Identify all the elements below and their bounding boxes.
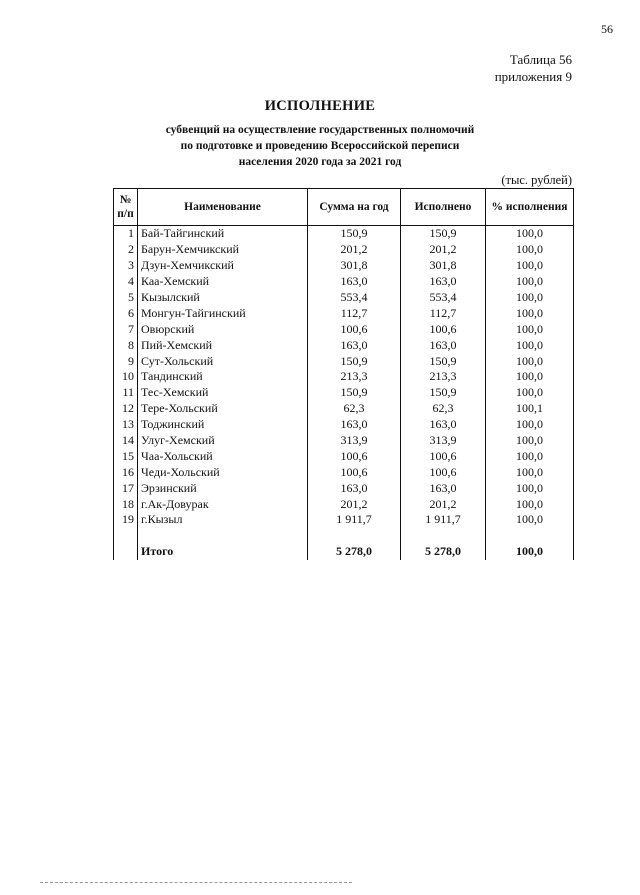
municipality-name: г.Кызыл [138, 512, 308, 528]
total-row [114, 544, 574, 560]
executed-amount: 201,2 [401, 496, 486, 512]
table-row [114, 512, 574, 528]
row-number: 2 [114, 242, 138, 258]
document-title: ИСПОЛНЕНИЕ [264, 98, 376, 114]
table-row [114, 448, 574, 464]
municipality-name: Эрзинский [138, 480, 308, 496]
executed-amount: 100,6 [401, 321, 486, 337]
total-executed: 5 278,0 [401, 544, 486, 560]
table-row [114, 226, 574, 242]
annual-sum: 553,4 [308, 290, 401, 306]
municipality-name: г.Ак-Довурак [138, 496, 308, 512]
execution-percent: 100,0 [486, 274, 574, 290]
table-row [114, 321, 574, 337]
annual-sum: 163,0 [308, 417, 401, 433]
table-row [114, 464, 574, 480]
execution-percent: 100,0 [486, 226, 574, 242]
executed-amount: 163,0 [401, 480, 486, 496]
annual-sum: 100,6 [308, 464, 401, 480]
annual-sum: 213,3 [308, 369, 401, 385]
table-row [114, 433, 574, 449]
header-executed: Исполнено [401, 189, 486, 226]
table-row [114, 337, 574, 353]
execution-percent: 100,0 [486, 305, 574, 321]
municipality-name: Тандинский [138, 369, 308, 385]
row-number: 18 [114, 496, 138, 512]
execution-percent: 100,0 [486, 512, 574, 528]
bottom-rule [40, 882, 352, 883]
municipality-name: Овюрский [138, 321, 308, 337]
annual-sum: 100,6 [308, 321, 401, 337]
execution-percent: 100,0 [486, 337, 574, 353]
header-number-line2: п/п [117, 208, 134, 220]
table-row [114, 417, 574, 433]
execution-percent: 100,0 [486, 353, 574, 369]
annual-sum: 150,9 [308, 385, 401, 401]
executed-amount: 150,9 [401, 385, 486, 401]
table-row [114, 480, 574, 496]
spacer-cell [486, 528, 574, 544]
header-number [114, 189, 138, 226]
table-row [114, 385, 574, 401]
header-name: Наименование [138, 189, 308, 226]
row-number: 3 [114, 258, 138, 274]
executed-amount: 301,8 [401, 258, 486, 274]
row-number: 4 [114, 274, 138, 290]
table-row [114, 401, 574, 417]
executed-amount: 1 911,7 [401, 512, 486, 528]
page-number: 56 [601, 22, 613, 36]
annual-sum: 201,2 [308, 496, 401, 512]
row-number: 10 [114, 369, 138, 385]
table-row [114, 242, 574, 258]
execution-percent: 100,0 [486, 448, 574, 464]
row-number: 5 [114, 290, 138, 306]
row-number: 17 [114, 480, 138, 496]
unit-label: (тыс. рублей) [501, 173, 572, 187]
execution-percent: 100,0 [486, 242, 574, 258]
annual-sum: 150,9 [308, 226, 401, 242]
executed-amount: 313,9 [401, 433, 486, 449]
annual-sum: 100,6 [308, 448, 401, 464]
executed-amount: 62,3 [401, 401, 486, 417]
spacer-cell [401, 528, 486, 544]
municipality-name: Пий-Хемский [138, 337, 308, 353]
appendix-reference: приложения 9 [494, 69, 572, 84]
table-row [114, 290, 574, 306]
annual-sum: 62,3 [308, 401, 401, 417]
municipality-name: Чеди-Хольский [138, 464, 308, 480]
executed-amount: 100,6 [401, 464, 486, 480]
executed-amount: 100,6 [401, 448, 486, 464]
row-number: 13 [114, 417, 138, 433]
executed-amount: 150,9 [401, 353, 486, 369]
row-number: 12 [114, 401, 138, 417]
execution-percent: 100,0 [486, 258, 574, 274]
municipality-name: Улуг-Хемский [138, 433, 308, 449]
total-number-cell [114, 544, 138, 560]
execution-table [113, 188, 574, 560]
municipality-name: Бай-Тайгинский [138, 226, 308, 242]
document-subtitle [0, 122, 640, 170]
annual-sum: 112,7 [308, 305, 401, 321]
municipality-name: Тере-Хольский [138, 401, 308, 417]
execution-percent: 100,0 [486, 369, 574, 385]
municipality-name: Чаа-Хольский [138, 448, 308, 464]
execution-percent: 100,0 [486, 290, 574, 306]
annual-sum: 301,8 [308, 258, 401, 274]
total-label: Итого [138, 544, 308, 560]
subtitle-line: населения 2020 года за 2021 год [238, 156, 402, 168]
spacer-cell [138, 528, 308, 544]
spacer-cell [114, 528, 138, 544]
execution-percent: 100,0 [486, 433, 574, 449]
executed-amount: 163,0 [401, 337, 486, 353]
table-row [114, 353, 574, 369]
table-reference: Таблица 56 [509, 52, 572, 67]
row-number: 16 [114, 464, 138, 480]
annual-sum: 1 911,7 [308, 512, 401, 528]
row-number: 6 [114, 305, 138, 321]
municipality-name: Кызылский [138, 290, 308, 306]
table-row [114, 496, 574, 512]
execution-percent: 100,0 [486, 480, 574, 496]
executed-amount: 112,7 [401, 305, 486, 321]
annual-sum: 163,0 [308, 480, 401, 496]
row-number: 11 [114, 385, 138, 401]
row-number: 19 [114, 512, 138, 528]
table-row [114, 305, 574, 321]
subtitle-line: субвенций на осуществление государственных полномочий [165, 124, 475, 136]
total-execution-percent: 100,0 [486, 544, 574, 560]
header-annual-sum: Сумма на год [308, 189, 401, 226]
executed-amount: 201,2 [401, 242, 486, 258]
annual-sum: 201,2 [308, 242, 401, 258]
table-header-row [114, 189, 574, 226]
municipality-name: Дзун-Хемчикский [138, 258, 308, 274]
table-row [114, 258, 574, 274]
total-annual-sum: 5 278,0 [308, 544, 401, 560]
executed-amount: 553,4 [401, 290, 486, 306]
row-number: 9 [114, 353, 138, 369]
row-number: 15 [114, 448, 138, 464]
annual-sum: 150,9 [308, 353, 401, 369]
municipality-name: Тес-Хемский [138, 385, 308, 401]
municipality-name: Сут-Хольский [138, 353, 308, 369]
executed-amount: 163,0 [401, 417, 486, 433]
execution-percent: 100,0 [486, 464, 574, 480]
header-number-line1: № [119, 194, 132, 206]
municipality-name: Каа-Хемский [138, 274, 308, 290]
execution-percent: 100,1 [486, 401, 574, 417]
execution-percent: 100,0 [486, 321, 574, 337]
executed-amount: 163,0 [401, 274, 486, 290]
municipality-name: Монгун-Тайгинский [138, 305, 308, 321]
execution-percent: 100,0 [486, 385, 574, 401]
annual-sum: 313,9 [308, 433, 401, 449]
spacer-cell [308, 528, 401, 544]
execution-percent: 100,0 [486, 496, 574, 512]
annual-sum: 163,0 [308, 337, 401, 353]
row-number: 8 [114, 337, 138, 353]
executed-amount: 150,9 [401, 226, 486, 242]
row-number: 14 [114, 433, 138, 449]
header-execution-percent: % исполнения [486, 189, 574, 226]
municipality-name: Тоджинский [138, 417, 308, 433]
row-number: 1 [114, 226, 138, 242]
execution-percent: 100,0 [486, 417, 574, 433]
executed-amount: 213,3 [401, 369, 486, 385]
municipality-name: Барун-Хемчикский [138, 242, 308, 258]
subtitle-line: по подготовке и проведению Всероссийской переписи [180, 140, 460, 152]
table-row [114, 369, 574, 385]
row-number: 7 [114, 321, 138, 337]
spacer-row [114, 528, 574, 544]
annual-sum: 163,0 [308, 274, 401, 290]
table-row [114, 274, 574, 290]
